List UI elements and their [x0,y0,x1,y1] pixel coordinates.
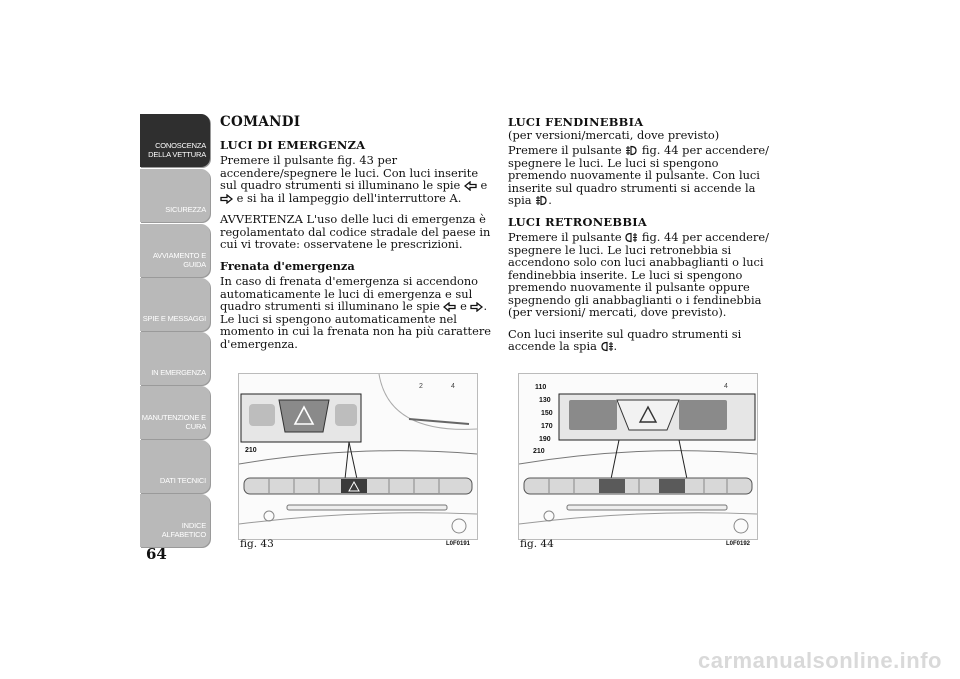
front-fog-icon [625,145,638,156]
figure-44 [518,373,758,540]
figure-43-caption: fig. 43 [240,538,274,550]
tab-conoscenza[interactable] [140,114,210,167]
svg-text:2: 2 [419,383,423,390]
fog-buttons-illustration [519,374,757,539]
paragraph-rear-fog-warning [508,328,773,353]
figure-44-caption: fig. 44 [520,538,554,550]
turn-left-icon [464,181,477,191]
tab-label: CONOSCENZA DELLA VETTURA [148,141,206,159]
turn-left-icon [443,302,456,312]
paragraph-rear-fog [508,231,773,319]
speed-label: 150 [541,410,553,417]
left-column [220,116,492,359]
tab-manutenzione[interactable] [140,386,210,439]
figure-43 [238,373,478,540]
paragraph-fog [508,144,773,207]
speed-label: 190 [539,436,551,443]
text: e si ha il lampeggio dell'interruttore A. [236,190,462,205]
front-fog-icon [535,195,548,206]
tab-label: INDICE ALFABETICO [161,521,206,539]
tab-avviamento[interactable] [140,224,210,277]
tab-label: IN EMERGENZA [151,368,206,377]
paragraph-braking [220,275,492,350]
tab-sicurezza[interactable] [140,169,210,222]
tab-label: AVVIAMENTO E GUIDA [152,251,206,269]
text: fig. 44 per accendere/ spegnere le luci. Le luci si spengono premendo nuovamente il pulsante. Con luci inserite sul quadro strumenti si accende la spia [508,143,769,207]
tab-dati-tecnici[interactable] [140,440,210,493]
paragraph-emergency [220,154,492,204]
tab-indice[interactable] [140,494,210,547]
section-title: COMANDI [220,114,301,130]
rear-fog-icon [625,232,638,243]
hazard-button-illustration [239,374,477,539]
svg-text:4: 4 [724,383,728,390]
text: In caso di frenata d'emergenza si accendono automaticamente le luci di emergenza e sul quadro strumenti si illuminano le spie [220,274,479,313]
text: . [548,193,552,207]
figure-43-code: L0F0191 [446,541,471,547]
text: Premere il pulsante [508,230,622,244]
speed-label: 210 [245,447,257,454]
tab-label: MANUTENZIONE E CURA [141,413,206,431]
heading-emergency-braking: Frenata d'emergenza [220,258,355,273]
text: . Le luci si spengono automaticamente nel momento in cui la frenata non ha più carattere d'emergenza. [220,299,492,351]
tab-spie[interactable] [140,278,210,331]
text: e [460,299,467,313]
tab-emergenza[interactable] [140,332,210,385]
heading-emergency-lights: LUCI DI EMERGENZA [220,137,366,152]
heading-fog-lights: LUCI FENDINEBBIA [508,115,644,129]
text: fig. 44 per accendere/ spegnere le luci. Le luci retronebbia si accendono solo con luci anabbaglianti o luci fendinebbia inserite. Le luci si spengono premendo nuovamente il pulsante oppure spegnendo gli anabbaglianti o i fendinebbia (per versioni/ mercati, dove previsto). [508,230,769,319]
right-column [508,116,773,362]
speed-label: 110 [535,384,547,391]
rear-fog-icon [601,341,614,352]
speed-label: 130 [539,397,551,404]
text: Premere il pulsante fig. 43 per accendere/spegnere le luci. Con luci inserite sul quadro strumenti si illuminano le spie [220,153,479,192]
turn-right-icon [220,194,233,204]
watermark: carmanualsonline.info [698,648,942,673]
text: e [480,178,488,192]
tab-label: SPIE E MESSAGGI [142,314,206,323]
turn-right-icon [470,302,483,312]
text: . [613,339,618,353]
speed-label: 170 [541,423,553,430]
text: Con luci inserite sul quadro strumenti si accende la spia [508,326,742,353]
tab-label: SICUREZZA [165,205,206,214]
figure-44-code: L0F0192 [726,541,751,547]
speed-label: 210 [533,448,545,455]
tab-label: DATI TECNICI [159,476,206,485]
page-number: 64 [146,545,167,563]
text: Premere il pulsante [508,143,622,157]
fog-subtitle: (per versioni/mercati, dove previsto) [508,127,720,142]
paragraph-warning: AVVERTENZA L'uso delle luci di emergenza è regolamentato dal codice stradale del paese in cui vi trovate: osservatene le prescrizioni. [220,212,491,251]
svg-text:4: 4 [451,383,455,390]
heading-rear-fog: LUCI RETRONEBBIA [508,214,648,229]
